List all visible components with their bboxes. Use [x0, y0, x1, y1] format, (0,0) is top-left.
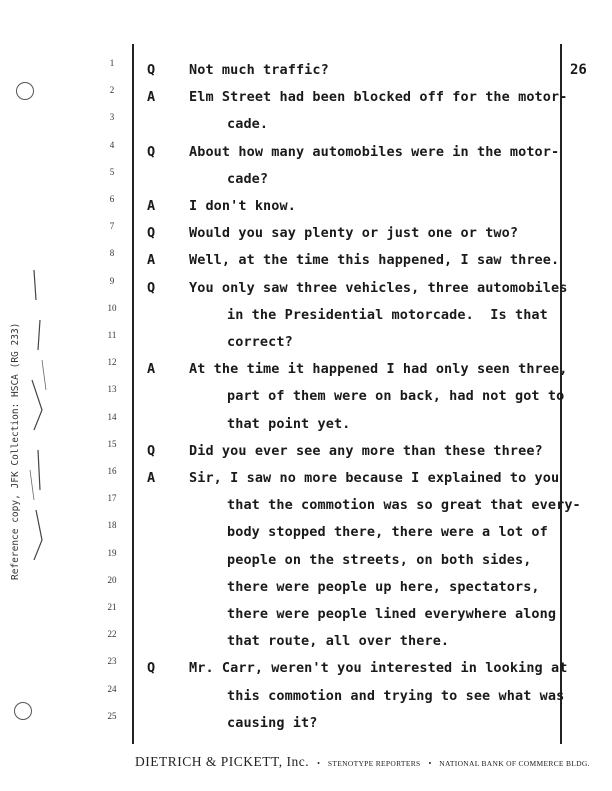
testimony-text: people on the streets, on both sides, [227, 551, 532, 568]
testimony-text: in the Presidential motorcade. Is that [227, 306, 548, 323]
transcript-line [0, 139, 612, 171]
speaker-label: Q [147, 442, 156, 459]
speaker-label: Q [147, 143, 156, 160]
testimony-text: About how many automobiles were in the motor- [189, 143, 560, 160]
transcript-line [0, 112, 612, 143]
testimony-text: Sir, I saw no more because I explained to you [189, 470, 560, 486]
line-number: 2 [109, 85, 115, 96]
line-number: 22 [107, 629, 117, 640]
transcript-line [0, 656, 612, 687]
transcript-line [0, 194, 612, 225]
line-number: 12 [107, 357, 117, 368]
page-number: 26 [570, 62, 587, 78]
footer-service: STENOTYPE REPORTERS [327, 759, 421, 768]
transcript-line [0, 411, 612, 443]
line-number: 24 [107, 683, 117, 694]
line-number: 8 [109, 248, 115, 259]
transcript-line [0, 58, 612, 89]
speaker-label: Q [147, 225, 156, 242]
transcript-line [0, 357, 612, 388]
testimony-text: that point yet. [227, 415, 351, 432]
line-number: 4 [109, 139, 115, 150]
transcript-line [0, 275, 612, 307]
transcript-line [0, 384, 612, 415]
footer-firm: DIETRICH & PICKETT, Inc. [135, 754, 310, 769]
speaker-label: Q [147, 279, 156, 296]
transcript-line [0, 493, 612, 524]
testimony-text: there were people lined everywhere along [227, 606, 557, 622]
line-number: 19 [107, 547, 117, 558]
transcript-line [0, 330, 612, 361]
line-number: 7 [109, 221, 115, 232]
line-number: 20 [107, 574, 117, 585]
testimony-text: cade? [227, 170, 269, 187]
transcript-line [0, 248, 612, 279]
line-number: 16 [107, 466, 117, 476]
line-number: 25 [107, 710, 117, 721]
testimony-text: You only saw three vehicles, three automobiles [189, 279, 568, 296]
line-number: 17 [107, 493, 117, 504]
testimony-text: Would you say plenty or just one or two? [189, 225, 519, 242]
testimony-text: Well, at the time this happened, I saw three. [189, 252, 560, 269]
reporter-footer [135, 753, 590, 771]
testimony-text: there were people up here, spectators, [227, 578, 540, 595]
line-number: 1 [109, 58, 115, 68]
transcript-line [0, 520, 612, 551]
testimony-text: this commotion and trying to see what was [227, 687, 565, 704]
testimony-text: that route, all over there. [227, 633, 450, 650]
testimony-text: part of them were on back, had not got to [227, 388, 565, 405]
transcript-line [0, 629, 612, 660]
transcript-line [0, 710, 612, 742]
archival-stamp: Reference copy, JFK Collection: HSCA (RG 233) [10, 322, 21, 580]
transcript-line [0, 221, 612, 252]
line-number: 11 [107, 330, 117, 340]
testimony-text: body stopped there, there were a lot of [227, 524, 548, 541]
transcript-line [0, 547, 612, 579]
transcript-line [0, 574, 612, 606]
testimony-text: cade. [227, 116, 269, 133]
testimony-text: correct? [227, 334, 293, 350]
testimony-text: Did you ever see any more than these three? [189, 442, 543, 459]
speaker-label: Q [147, 660, 156, 677]
line-number: 9 [109, 275, 115, 286]
line-number: 21 [107, 602, 117, 612]
speaker-label: A [147, 470, 156, 486]
speaker-label: A [147, 89, 156, 106]
speaker-label: Q [147, 62, 156, 78]
line-number: 23 [107, 656, 117, 667]
testimony-text: that the commotion was so great that every- [227, 497, 581, 514]
line-number: 5 [109, 166, 115, 177]
testimony-text: I don't know. [189, 198, 296, 214]
transcript-line [0, 302, 612, 334]
footer-building: NATIONAL BANK OF COMMERCE BLDG. [439, 759, 590, 768]
speaker-label: A [147, 361, 156, 378]
testimony-text: At the time it happened I had only seen three, [189, 361, 568, 378]
testimony-text: causing it? [227, 714, 318, 731]
testimony-text: Elm Street had been blocked off for the motor- [189, 89, 568, 106]
transcript-line [0, 438, 612, 470]
footer-separator: • [428, 759, 432, 768]
transcript-line [0, 166, 612, 198]
line-number: 10 [107, 302, 117, 313]
line-number: 15 [107, 438, 117, 449]
line-number: 14 [107, 411, 117, 422]
testimony-text: Mr. Carr, weren't you interested in looking at [189, 660, 568, 677]
line-number: 6 [109, 194, 115, 204]
transcript-line [0, 466, 612, 497]
transcript-line [0, 602, 612, 633]
footer-separator: • [317, 759, 320, 768]
line-number: 18 [107, 520, 117, 531]
transcript-line [0, 85, 612, 116]
testimony-text: Not much traffic? [189, 62, 329, 78]
speaker-label: A [147, 252, 156, 269]
line-number: 13 [107, 384, 117, 395]
line-number: 3 [109, 112, 115, 123]
transcript-line [0, 683, 612, 715]
speaker-label: A [147, 198, 156, 214]
